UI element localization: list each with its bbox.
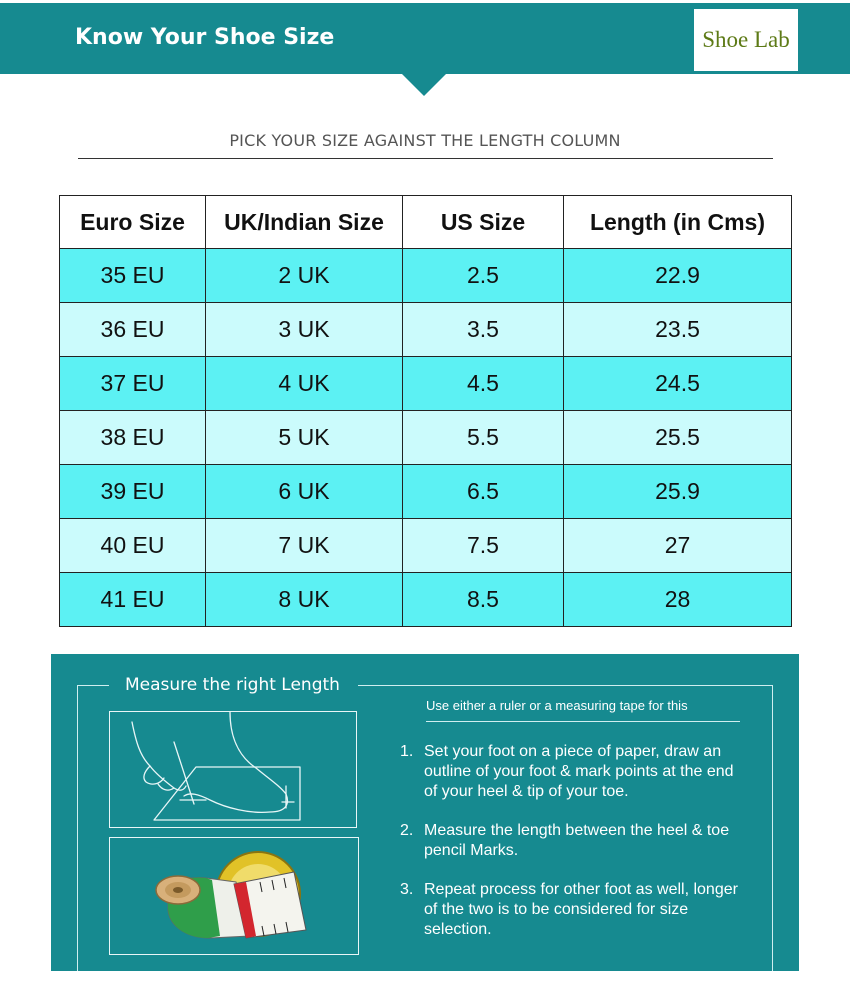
header-pointer-arrow bbox=[402, 74, 446, 96]
header-euro-size: Euro Size bbox=[60, 196, 206, 249]
size-instruction: PICK YOUR SIZE AGAINST THE LENGTH COLUMN bbox=[229, 131, 621, 150]
frame-border-right bbox=[772, 685, 773, 971]
uk-size-cell: 2 UK bbox=[206, 249, 403, 303]
frame-border-top-right bbox=[358, 685, 773, 686]
table-row bbox=[60, 357, 792, 411]
list-item bbox=[400, 821, 745, 861]
foot-outline-drawing-icon bbox=[110, 712, 356, 827]
us-size-cell: 3.5 bbox=[403, 303, 564, 357]
uk-size-cell: 5 UK bbox=[206, 411, 403, 465]
euro-size-cell: 39 EU bbox=[60, 465, 206, 519]
step-number: 3. bbox=[400, 881, 414, 898]
table-row bbox=[60, 411, 792, 465]
uk-size-cell: 8 UK bbox=[206, 573, 403, 627]
us-size-cell: 7.5 bbox=[403, 519, 564, 573]
tools-note: Use either a ruler or a measuring tape for this bbox=[426, 698, 688, 713]
header-length: Length (in Cms) bbox=[564, 196, 792, 249]
frame-border-left bbox=[77, 685, 78, 971]
uk-size-cell: 7 UK bbox=[206, 519, 403, 573]
step-number: 1. bbox=[400, 743, 414, 760]
euro-size-cell: 35 EU bbox=[60, 249, 206, 303]
euro-size-cell: 38 EU bbox=[60, 411, 206, 465]
length-cell: 28 bbox=[564, 573, 792, 627]
euro-size-cell: 40 EU bbox=[60, 519, 206, 573]
tools-note-divider bbox=[426, 721, 740, 722]
size-chart-table bbox=[59, 195, 792, 627]
euro-size-cell: 41 EU bbox=[60, 573, 206, 627]
uk-size-cell: 6 UK bbox=[206, 465, 403, 519]
table-row bbox=[60, 519, 792, 573]
us-size-cell: 4.5 bbox=[403, 357, 564, 411]
shoe-lab-logo bbox=[694, 9, 798, 71]
page-title: Know Your Shoe Size bbox=[75, 25, 335, 50]
frame-border-top-left bbox=[77, 685, 109, 686]
measuring-tape-illustration bbox=[109, 837, 359, 955]
table-row bbox=[60, 249, 792, 303]
length-cell: 23.5 bbox=[564, 303, 792, 357]
measure-heading: Measure the right Length bbox=[125, 675, 340, 695]
euro-size-cell: 37 EU bbox=[60, 357, 206, 411]
uk-size-cell: 4 UK bbox=[206, 357, 403, 411]
table-header-row bbox=[60, 196, 792, 249]
list-item bbox=[400, 742, 745, 802]
step-number: 2. bbox=[400, 822, 414, 839]
length-cell: 25.9 bbox=[564, 465, 792, 519]
length-cell: 25.5 bbox=[564, 411, 792, 465]
length-cell: 27 bbox=[564, 519, 792, 573]
header-us-size: US Size bbox=[403, 196, 564, 249]
uk-size-cell: 3 UK bbox=[206, 303, 403, 357]
us-size-cell: 6.5 bbox=[403, 465, 564, 519]
us-size-cell: 2.5 bbox=[403, 249, 564, 303]
us-size-cell: 8.5 bbox=[403, 573, 564, 627]
instruction-divider bbox=[78, 158, 773, 159]
us-size-cell: 5.5 bbox=[403, 411, 564, 465]
table-row bbox=[60, 303, 792, 357]
list-item bbox=[400, 880, 745, 940]
page-header bbox=[0, 3, 850, 74]
header-uk-indian-size: UK/Indian Size bbox=[206, 196, 403, 249]
foot-outline-illustration bbox=[109, 711, 357, 828]
length-cell: 22.9 bbox=[564, 249, 792, 303]
euro-size-cell: 36 EU bbox=[60, 303, 206, 357]
table-row bbox=[60, 573, 792, 627]
measure-steps-list bbox=[400, 742, 745, 959]
length-cell: 24.5 bbox=[564, 357, 792, 411]
step-text: Repeat process for other foot as well, longer of the two is to be considered for size selection. bbox=[424, 881, 738, 938]
logo-text: Shoe Lab bbox=[702, 27, 790, 52]
step-text: Measure the length between the heel & toe pencil Marks. bbox=[424, 822, 730, 859]
table-row bbox=[60, 465, 792, 519]
measuring-tape-icon bbox=[110, 838, 358, 954]
step-text: Set your foot on a piece of paper, draw an outline of your foot & mark points at the end of your heel & tip of your toe. bbox=[424, 743, 734, 800]
